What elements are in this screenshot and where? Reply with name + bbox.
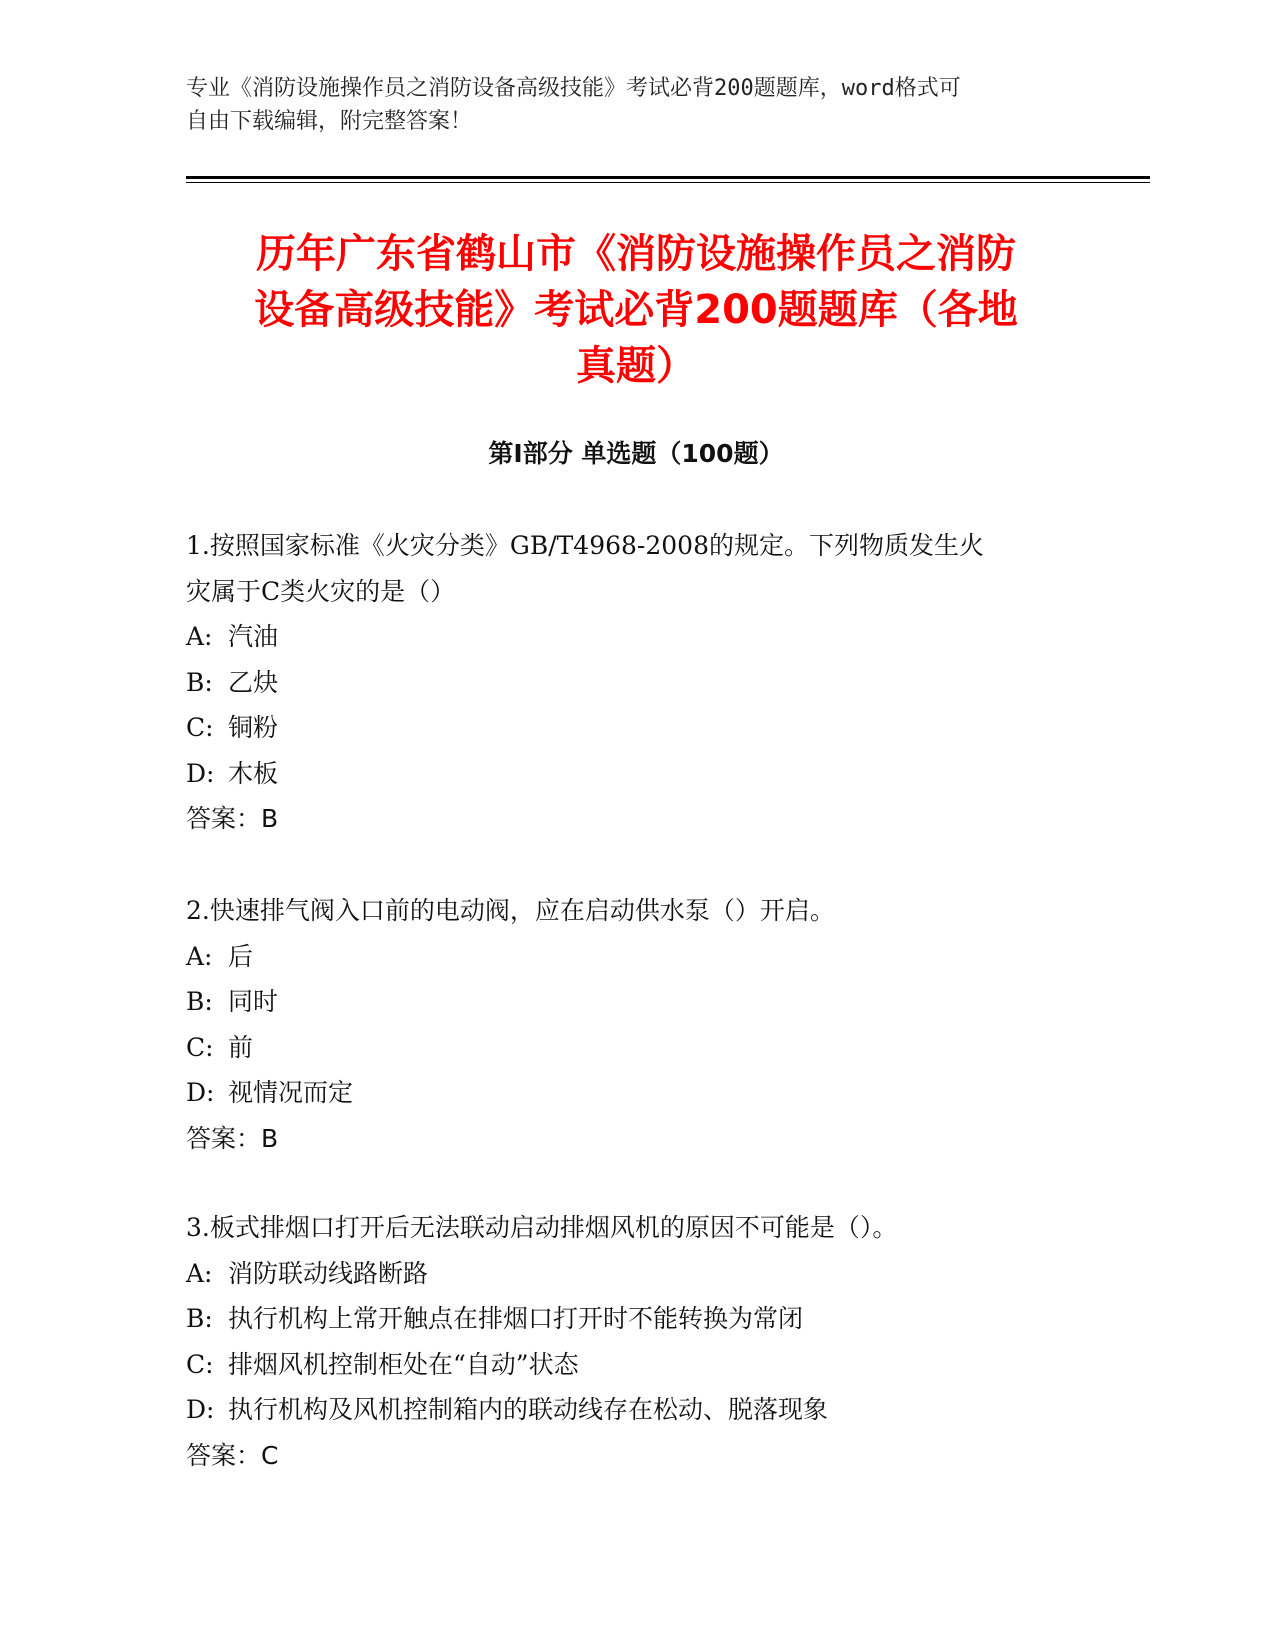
- header-divider-thin: [186, 182, 1150, 183]
- header-line-1: 专业《消防设施操作员之消防设备高级技能》考试必背200题题库，word格式可: [186, 76, 961, 101]
- option-text: 同时: [228, 987, 279, 1016]
- option-text: 消防联动线路断路: [228, 1258, 429, 1288]
- option-b: [186, 1296, 1086, 1342]
- option-c: [186, 705, 1086, 751]
- option-letter: A:: [186, 941, 213, 971]
- option-letter: A:: [186, 1258, 213, 1288]
- question-stem: 灾属于C类火灾的是（）: [186, 576, 456, 606]
- title-line-2: 设备高级技能》考试必背200题题库（各地: [254, 287, 1018, 333]
- answer-line: 答案：B: [186, 1123, 279, 1153]
- title-line-3: 真题）: [576, 343, 696, 389]
- option-text: 木板: [228, 758, 279, 788]
- option-d: [186, 1387, 1086, 1433]
- option-d: [186, 751, 1086, 797]
- document-header: [186, 72, 1066, 138]
- document-title: [186, 226, 1086, 394]
- option-text: 执行机构及风机控制箱内的联动线存在松动、脱落现象: [228, 1395, 829, 1424]
- header-divider-thick: [186, 176, 1150, 179]
- option-text: 视情况而定: [228, 1078, 354, 1107]
- option-letter: A:: [186, 622, 213, 651]
- option-b: [186, 979, 1086, 1025]
- question-2: [186, 888, 1086, 1161]
- option-letter: B:: [186, 987, 213, 1016]
- option-c: [186, 1025, 1086, 1071]
- option-text: 乙炔: [228, 667, 279, 697]
- option-d: [186, 1070, 1086, 1116]
- question-stem: 3.板式排烟口打开后无法联动启动排烟风机的原因不可能是（）。: [186, 1213, 898, 1242]
- option-letter: C:: [186, 713, 214, 742]
- question-1: [186, 523, 1086, 842]
- option-letter: C:: [186, 1349, 214, 1379]
- option-text: 汽油: [228, 622, 279, 651]
- question-3: [186, 1205, 1086, 1478]
- option-text: 执行机构上常开触点在排烟口打开时不能转换为常闭: [228, 1304, 804, 1333]
- option-letter: B:: [186, 667, 213, 697]
- option-a: [186, 614, 1086, 660]
- answer-line: 答案：B: [186, 804, 279, 833]
- option-b: [186, 660, 1086, 706]
- option-letter: B:: [186, 1304, 213, 1333]
- option-c: [186, 1342, 1086, 1388]
- option-letter: D:: [186, 758, 215, 788]
- option-text: 铜粉: [228, 713, 279, 742]
- option-text: 排烟风机控制柜处在“自动”状态: [228, 1349, 579, 1379]
- section-heading: 第Ⅰ部分 单选题（100题）: [488, 439, 784, 468]
- answer-line: 答案：C: [186, 1440, 279, 1470]
- question-stem: 2.快速排气阀入口前的电动阀，应在启动供水泵（）开启。: [186, 896, 835, 925]
- title-line-1: 历年广东省鹤山市《消防设施操作员之消防: [256, 231, 1016, 277]
- option-text: 后: [228, 941, 254, 971]
- option-a: [186, 1251, 1086, 1297]
- option-letter: C:: [186, 1032, 214, 1062]
- question-stem: 1.按照国家标准《火灾分类》GB/T4968-2008的规定。下列物质发生火: [186, 531, 984, 560]
- option-letter: D:: [186, 1078, 215, 1107]
- option-text: 前: [228, 1032, 254, 1062]
- option-letter: D:: [186, 1395, 215, 1424]
- option-a: [186, 934, 1086, 980]
- header-line-2: 自由下载编辑，附完整答案！: [186, 109, 473, 134]
